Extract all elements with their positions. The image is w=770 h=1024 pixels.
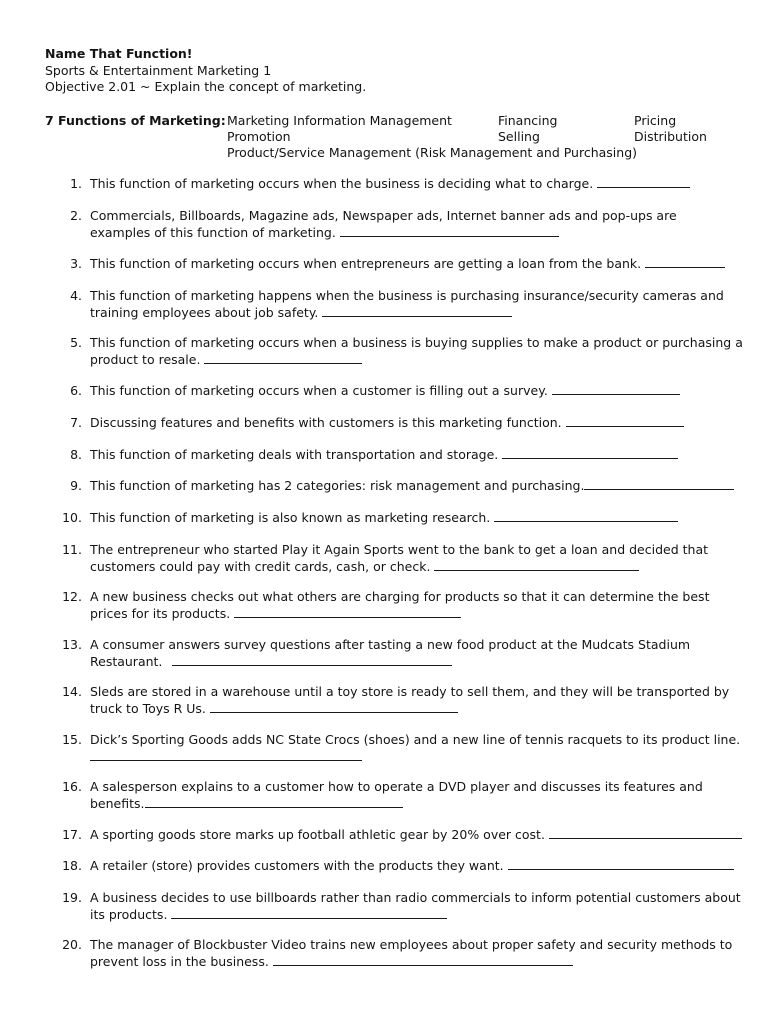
question-text: This function of marketing is also known as marketing research. <box>90 510 491 525</box>
function-financing: Financing <box>498 113 558 128</box>
question-text: This function of marketing occurs when a customer is filling out a survey. <box>90 383 548 398</box>
functions-column-1 <box>227 113 637 160</box>
function-distribution: Distribution <box>634 128 707 144</box>
answer-blank[interactable] <box>172 654 452 666</box>
answer-blank[interactable] <box>584 478 734 490</box>
answer-blank[interactable] <box>645 256 725 268</box>
answer-blank[interactable] <box>502 447 678 459</box>
question-number: 13. <box>62 637 82 652</box>
question-text: This function of marketing has 2 categories: risk management and purchasing. <box>90 478 585 493</box>
objective: Objective 2.01 ~ Explain the concept of marketing. <box>45 79 367 94</box>
question-text: The manager of Blockbuster Video trains new employees about proper safety and security methods to <box>90 937 733 952</box>
question-text: training employees about job safety. <box>90 304 319 320</box>
course-name: Sports & Entertainment Marketing 1 <box>45 62 272 78</box>
answer-blank[interactable] <box>494 510 678 522</box>
answer-blank[interactable] <box>90 749 362 761</box>
question-number: 5. <box>70 335 82 350</box>
question-number: 7. <box>70 415 82 430</box>
answer-blank[interactable] <box>273 954 573 966</box>
question-number: 6. <box>70 383 82 398</box>
functions-column-2 <box>498 113 557 145</box>
question-text: The entrepreneur who started Play it Again Sports went to the bank to get a loan and decided that <box>90 542 709 557</box>
question-number: 18. <box>62 858 82 873</box>
answer-blank[interactable] <box>145 796 403 808</box>
answer-blank[interactable] <box>234 606 461 618</box>
answer-blank[interactable] <box>566 415 684 427</box>
question-text: Sleds are stored in a warehouse until a toy store is ready to sell them, and they will be transported by <box>90 684 730 699</box>
answer-blank[interactable] <box>204 352 362 364</box>
functions-label: 7 Functions of Marketing: <box>45 113 226 128</box>
answer-blank[interactable] <box>322 305 512 317</box>
question-text: A new business checks out what others are charging for products so that it can determine the best <box>90 589 710 604</box>
worksheet-header <box>45 46 366 96</box>
question-text: product to resale. <box>90 351 201 367</box>
functions-column-3 <box>634 113 707 145</box>
question-text: Commercials, Billboards, Magazine ads, Newspaper ads, Internet banner ads and pop-ups are <box>90 208 677 223</box>
question-text: benefits. <box>90 795 145 811</box>
answer-blank[interactable] <box>434 559 639 571</box>
function-marketing-information-management: Marketing Information Management <box>227 113 452 128</box>
question-number: 8. <box>70 447 82 462</box>
question-text: This function of marketing occurs when entrepreneurs are getting a loan from the bank. <box>90 256 642 271</box>
answer-blank[interactable] <box>210 701 458 713</box>
question-text: Restaurant. <box>90 653 163 669</box>
question-text: customers could pay with credit cards, cash, or check. <box>90 558 431 574</box>
question-text: Dick’s Sporting Goods adds NC State Crocs (shoes) and a new line of tennis racquets to its product line. <box>90 732 741 747</box>
question-number: 17. <box>62 827 82 842</box>
answer-blank[interactable] <box>549 827 742 839</box>
question-number: 12. <box>62 589 82 604</box>
question-text: truck to Toys R Us. <box>90 700 206 716</box>
question-text: A retailer (store) provides customers with the products they want. <box>90 858 504 873</box>
question-number: 15. <box>62 732 82 747</box>
question-text: A business decides to use billboards rather than radio commercials to inform potential customers about <box>90 890 741 905</box>
answer-blank[interactable] <box>508 858 734 870</box>
answer-blank[interactable] <box>552 383 680 395</box>
answer-blank[interactable] <box>597 176 690 188</box>
question-number: 10. <box>62 510 82 525</box>
question-number: 4. <box>70 288 82 303</box>
question-number: 1. <box>70 176 82 191</box>
question-number: 3. <box>70 256 82 271</box>
question-text: This function of marketing happens when the business is purchasing insurance/security cameras and <box>90 288 724 303</box>
question-text: This function of marketing occurs when the business is deciding what to charge. <box>90 176 594 191</box>
answer-blank[interactable] <box>340 225 559 237</box>
question-text: A consumer answers survey questions after tasting a new food product at the Mudcats Stadium <box>90 637 691 652</box>
answer-blank[interactable] <box>171 907 447 919</box>
question-text: This function of marketing occurs when a business is buying supplies to make a product or purchasing a <box>90 335 743 350</box>
question-number: 2. <box>70 208 82 223</box>
question-number: 14. <box>62 684 82 699</box>
worksheet-title: Name That Function! <box>45 46 193 61</box>
question-text: A salesperson explains to a customer how to operate a DVD player and discusses its features and <box>90 779 703 794</box>
question-text: examples of this function of marketing. <box>90 224 336 240</box>
function-product-service-management: Product/Service Management (Risk Management and Purchasing) <box>227 144 638 160</box>
question-text: This function of marketing deals with transportation and storage. <box>90 447 499 462</box>
question-number: 19. <box>62 890 82 905</box>
question-number: 20. <box>62 937 82 952</box>
function-promotion: Promotion <box>227 128 291 144</box>
question-number: 11. <box>62 542 82 557</box>
question-text: Discussing features and benefits with customers is this marketing function. <box>90 415 562 430</box>
question-text: prevent loss in the business. <box>90 953 269 969</box>
question-number: 9. <box>70 478 82 493</box>
function-pricing: Pricing <box>634 113 677 128</box>
function-selling: Selling <box>498 128 540 144</box>
question-text: prices for its products. <box>90 605 231 621</box>
question-text: its products. <box>90 906 168 922</box>
question-number: 16. <box>62 779 82 794</box>
question-text: A sporting goods store marks up football athletic gear by 20% over cost. <box>90 827 545 842</box>
